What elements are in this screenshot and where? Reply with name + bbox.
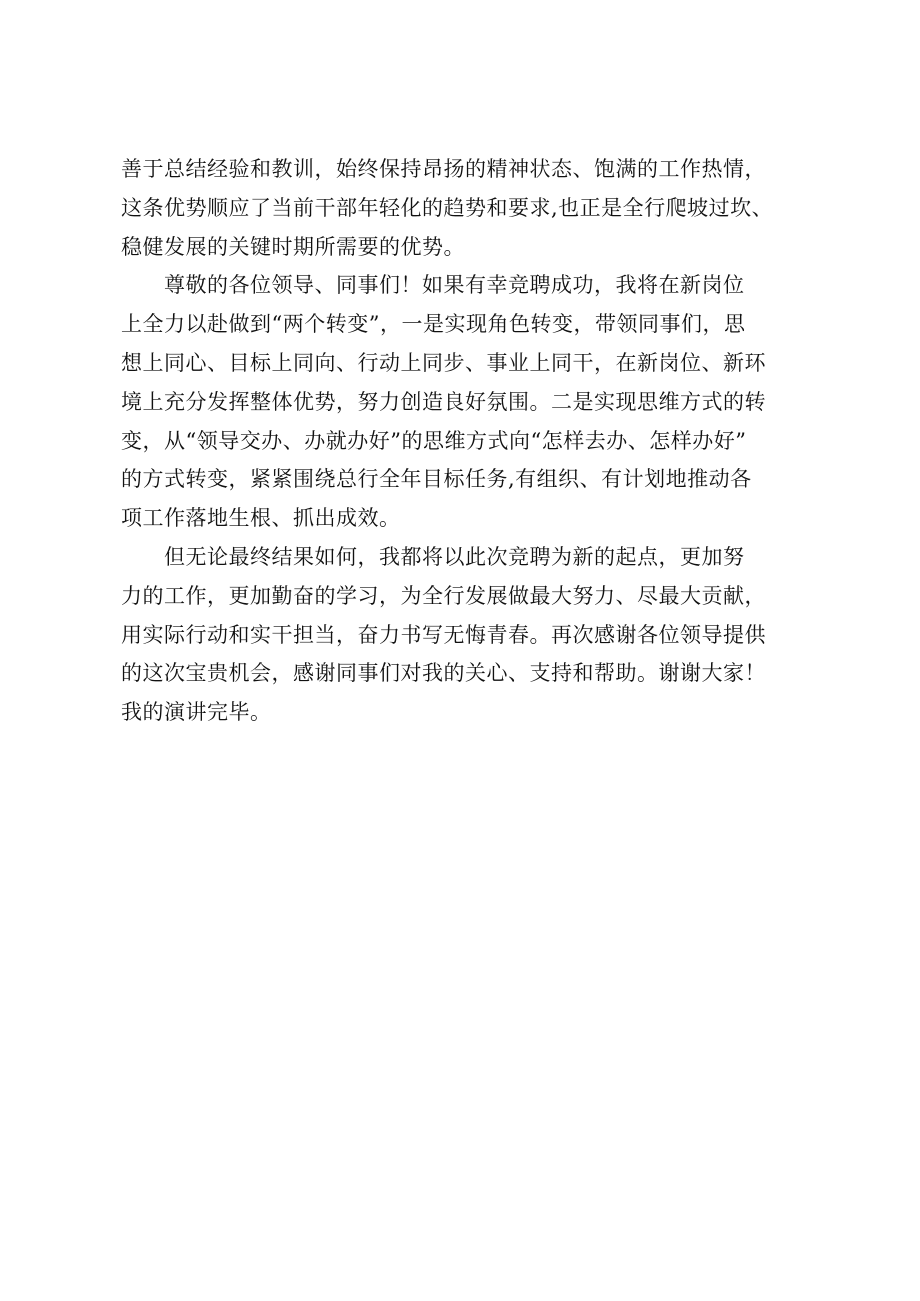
paragraph-line: 的这次宝贵机会，感谢同事们对我的关心、支持和帮助。谢谢大家！ — [121, 661, 766, 686]
paragraph-3 — [121, 538, 821, 732]
paragraph-line: 善于总结经验和教训，始终保持昂扬的精神状态、饱满的工作热情， — [121, 157, 766, 181]
paragraph-line: 上全力以赴做到“两个转变”，一是实现角色转变，带领同事们，思 — [121, 312, 746, 337]
paragraph-line: 但无论最终结果如何，我都将以此次竞聘为新的起点，更加努 — [121, 544, 745, 569]
paragraph-1 — [121, 150, 821, 266]
paragraph-line: 尊敬的各位领导、同事们！如果有幸竞聘成功，我将在新岗位 — [121, 273, 745, 298]
paragraph-line: 想上同心、目标上同向、行动上同步、事业上同干，在新岗位、新环 — [121, 350, 766, 375]
document-body — [121, 150, 821, 732]
paragraph-line: 用实际行动和实干担当，奋力书写无悔青春。再次感谢各位领导提供 — [121, 622, 766, 647]
paragraph-line: 力的工作，更加勤奋的学习，为全行发展做最大努力、尽最大贡献， — [121, 583, 766, 608]
paragraph-line: 我的演讲完毕。 — [121, 700, 272, 725]
paragraph-line: 变，从“领导交办、办就办好”的思维方式向“怎样去办、怎样办好” — [121, 428, 747, 453]
paragraph-line: 稳健发展的关键时期所需要的优势。 — [121, 234, 465, 259]
paragraph-line: 这条优势顺应了当前干部年轻化的趋势和要求,也正是全行爬坡过坎、 — [121, 195, 774, 220]
paragraph-2 — [121, 266, 821, 538]
paragraph-line: 境上充分发挥整体优势，努力创造良好氛围。二是实现思维方式的转 — [121, 389, 766, 414]
paragraph-line: 的方式转变，紧紧围绕总行全年目标任务,有组织、有计划地推动各 — [121, 467, 752, 492]
paragraph-line: 项工作落地生根、抓出成效。 — [121, 506, 401, 531]
